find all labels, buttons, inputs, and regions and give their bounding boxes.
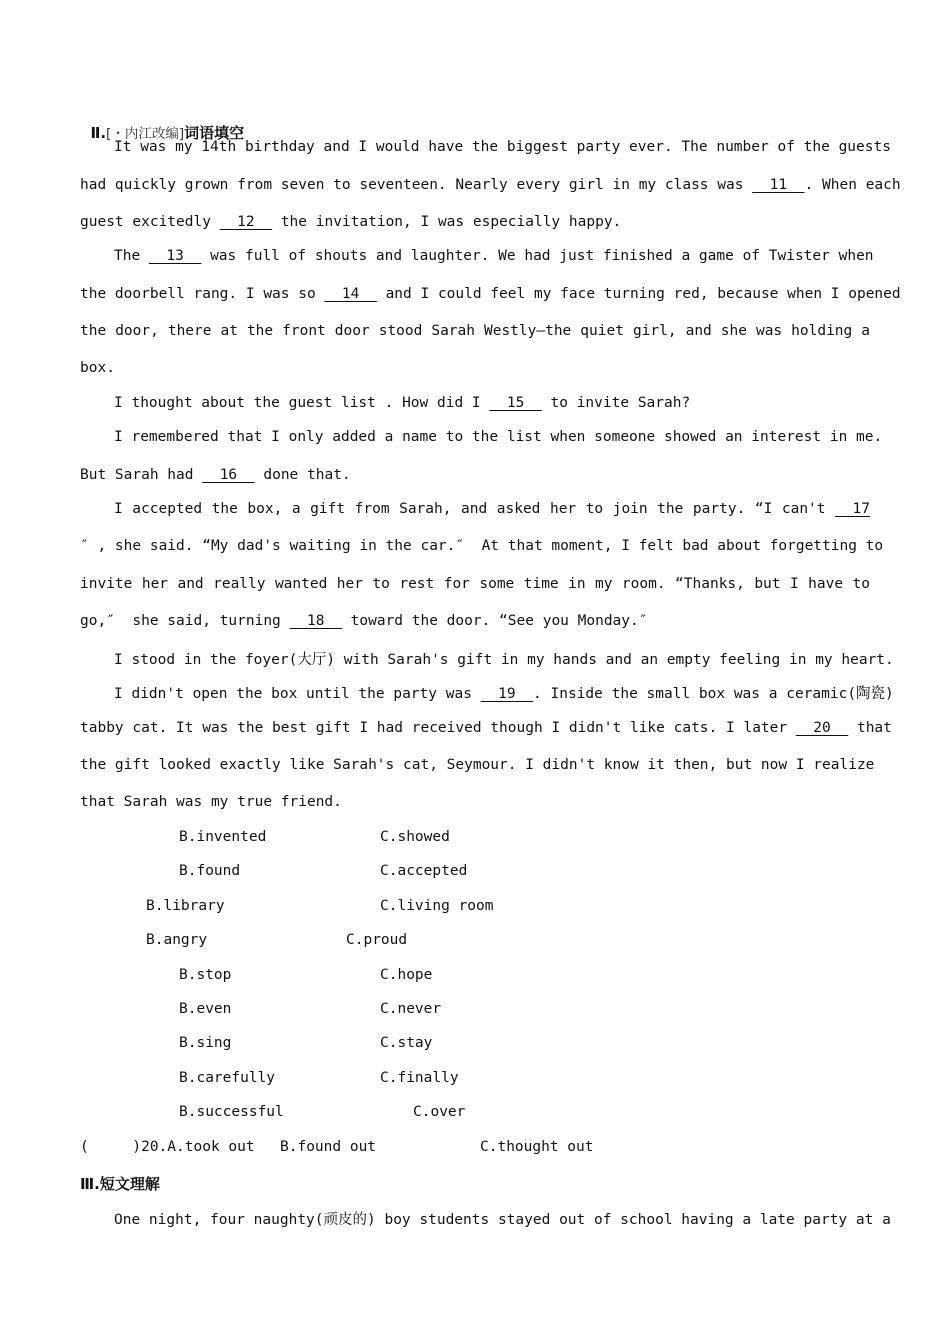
section-2-prefix: Ⅱ. [90, 124, 107, 142]
passage-line-7: box. [80, 360, 115, 376]
option-b-19: B.successful [179, 1104, 284, 1120]
option-c-11: C.showed [380, 829, 450, 845]
passage-line-10: But Sarah had 16 done that. [80, 467, 351, 483]
passage-line-4: The 13 was full of shouts and laughter. We had just finished a game of Twister when [114, 248, 874, 264]
passage-line-2: had quickly grown from seven to seventeen. Nearly every girl in my class was 11 . When each [80, 177, 901, 193]
option-b-16: B.even [179, 1001, 232, 1017]
section-2-heading [80, 104, 244, 143]
question-20-c: C.thought out [480, 1139, 594, 1155]
section-2-title: 词语填空 [184, 124, 245, 142]
option-c-18: C.finally [380, 1070, 459, 1086]
option-c-16: C.never [380, 1001, 442, 1017]
passage-line-9: I remembered that I only added a name to the list when someone showed an interest in me. [114, 429, 883, 445]
option-b-14: B.angry [146, 932, 208, 948]
option-c-19: C.over [413, 1104, 466, 1120]
option-b-11: B.invented [179, 829, 267, 845]
passage-line-16: I didn't open the box until the party was 19 . Inside the small box was a ceramic(陶瓷) [114, 686, 894, 702]
section-3-heading: Ⅲ.短文理解 [80, 1175, 160, 1193]
option-b-12: B.found [179, 863, 241, 879]
option-c-14: C.proud [346, 932, 408, 948]
option-b-17: B.sing [179, 1035, 232, 1051]
passage-line-5: the doorbell rang. I was so 14 and I could feel my face turning red, because when I opened [80, 286, 901, 302]
blank-15: 15 [489, 395, 542, 411]
option-c-15: C.hope [380, 967, 433, 983]
passage-line-17: tabby cat. It was the best gift I had received though I didn't like cats. I later 20 that [80, 720, 892, 736]
blank-16: 16 [202, 467, 255, 483]
option-b-13: B.library [146, 898, 225, 914]
option-b-15: B.stop [179, 967, 232, 983]
passage-line-11: I accepted the box, a gift from Sarah, and asked her to join the party. “I can't 17 [114, 501, 870, 517]
passage-line-1: It was my 14th birthday and I would have the biggest party ever. The number of the guests [114, 139, 891, 155]
option-c-13: C.living room [380, 898, 494, 914]
passage-line-14: go,″ she said, turning 18 toward the door. “See you Monday.″ [80, 613, 648, 629]
blank-17: 17 [835, 501, 870, 517]
option-c-12: C.accepted [380, 863, 468, 879]
blank-11: 11 [752, 177, 805, 193]
passage-line-19: that Sarah was my true friend. [80, 794, 342, 810]
blank-13: 13 [148, 248, 202, 264]
passage-line-13: invite her and really wanted her to rest for some time in my room. “Thanks, but I have to [80, 576, 870, 592]
passage-line-6: the door, there at the front door stood Sarah Westly—the quiet girl, and she was holding a [80, 323, 870, 339]
blank-18: 18 [289, 613, 342, 629]
blank-20: 20 [795, 720, 849, 736]
question-20-a: ( )20.A.took out [80, 1139, 255, 1155]
question-20-b: B.found out [280, 1139, 377, 1155]
passage-line-18: the gift looked exactly like Sarah's cat, Seymour. I didn't know it then, but now I realize [80, 757, 875, 773]
option-b-18: B.carefully [179, 1070, 276, 1086]
section-2-source: [・内江改编] [106, 126, 185, 142]
passage-line-12: ″ , she said. “My dad's waiting in the car.″ At that moment, I felt bad about forgetting to [80, 538, 884, 554]
option-c-17: C.stay [380, 1035, 433, 1051]
blank-14: 14 [324, 286, 377, 302]
blank-19: 19 [480, 686, 534, 702]
blank-12: 12 [219, 214, 273, 230]
section-3-first-line: One night, four naughty(顽皮的) boy students stayed out of school having a late party at a [114, 1212, 891, 1228]
passage-line-3: guest excitedly 12 the invitation, I was especially happy. [80, 214, 622, 230]
passage-line-8: I thought about the guest list . How did I 15 to invite Sarah? [114, 395, 691, 411]
passage-line-15: I stood in the foyer(大厅) with Sarah's gift in my hands and an empty feeling in my heart. [114, 652, 894, 668]
